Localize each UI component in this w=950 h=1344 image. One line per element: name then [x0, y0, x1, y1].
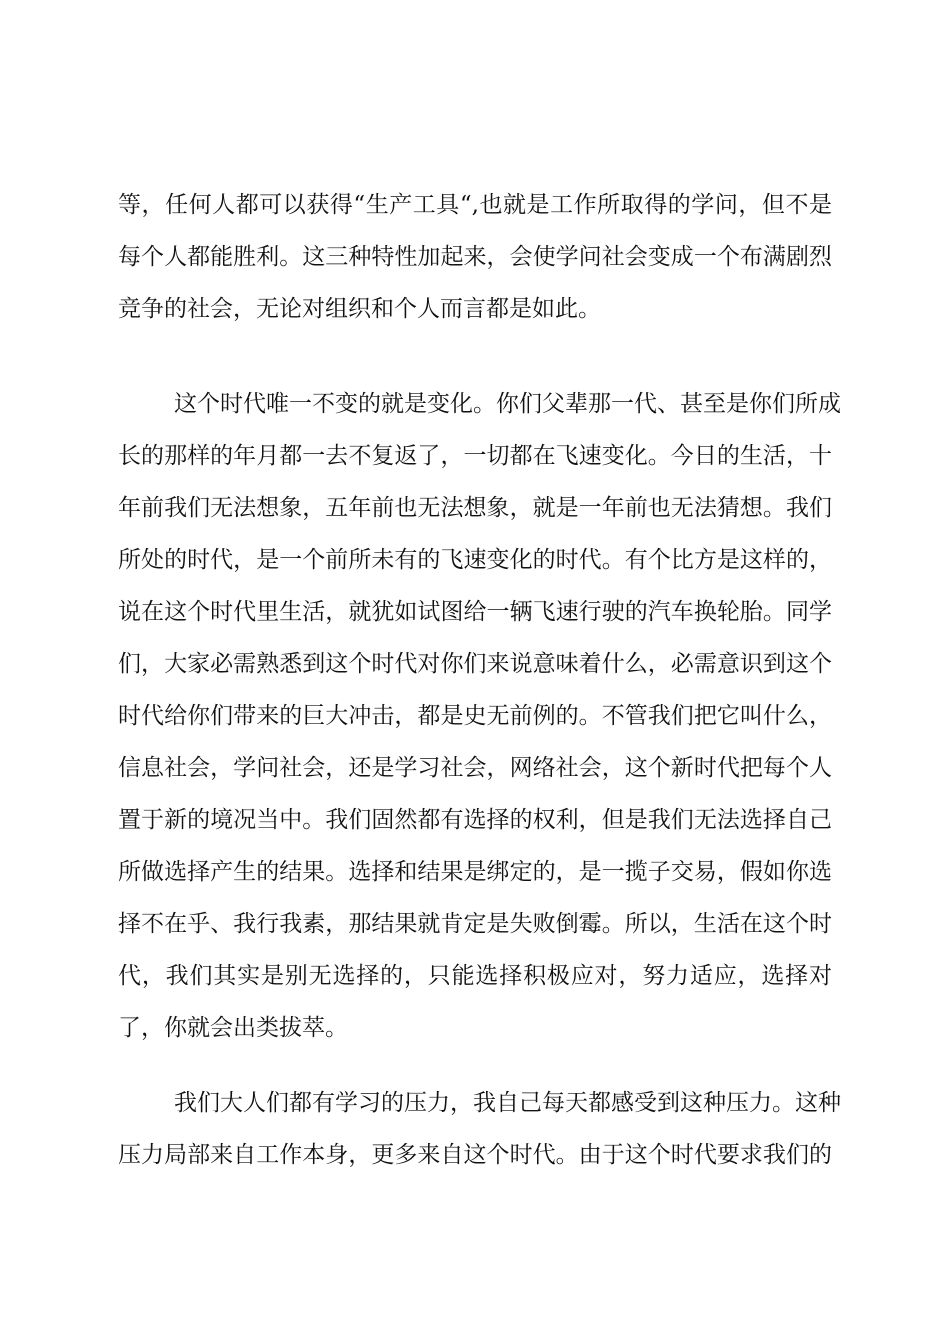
text-line: 所处的时代，是一个前所未有的飞速变化的时代。有个比方是这样的， — [118, 547, 832, 573]
text-line: 竞争的社会，无论对组织和个人而言都是如此。 — [118, 296, 601, 322]
text-line: 所做选择产生的结果。选择和结果是绑定的，是一揽子交易，假如你选 — [118, 859, 832, 885]
text-line: 时代给你们带来的巨大冲击，都是史无前例的。不管我们把它叫什么， — [118, 703, 832, 729]
text-line: 长的那样的年月都一去不复返了，一切都在飞速变化。今日的生活，十 — [118, 443, 832, 469]
text-line: 等，任何人都可以获得“生产工具“,也就是工作所取得的学问，但不是 — [118, 192, 832, 218]
text-line: 了，你就会出类拔萃。 — [118, 1015, 348, 1041]
text-line: 信息社会，学问社会，还是学习社会，网络社会，这个新时代把每个人 — [118, 755, 832, 781]
text-line: 压力局部来自工作本身，更多来自这个时代。由于这个时代要求我们的 — [118, 1142, 832, 1168]
text-line: 我们大人们都有学习的压力，我自己每天都感受到这种压力。这种 — [174, 1090, 841, 1116]
text-line: 们，大家必需熟悉到这个时代对你们来说意味着什么，必需意识到这个 — [118, 651, 832, 677]
text-line: 说在这个时代里生活，就犹如试图给一辆飞速行驶的汽车换轮胎。同学 — [118, 599, 832, 625]
text-line: 这个时代唯一不变的就是变化。你们父辈那一代、甚至是你们所成 — [174, 391, 841, 417]
paragraph-2 — [118, 378, 841, 1054]
text-line: 择不在乎、我行我素，那结果就肯定是失败倒霉。所以，生活在这个时 — [118, 911, 832, 937]
text-line: 年前我们无法想象，五年前也无法想象，就是一年前也无法猜想。我们 — [118, 495, 832, 521]
text-line: 每个人都能胜利。这三种特性加起来，会使学问社会变成一个布满剧烈 — [118, 244, 832, 270]
text-line: 置于新的境况当中。我们固然都有选择的权利，但是我们无法选择自己 — [118, 807, 832, 833]
paragraph-3 — [118, 1077, 841, 1181]
paragraph-1 — [118, 179, 832, 335]
text-line: 代，我们其实是别无选择的，只能选择积极应对，努力适应，选择对 — [118, 963, 832, 989]
